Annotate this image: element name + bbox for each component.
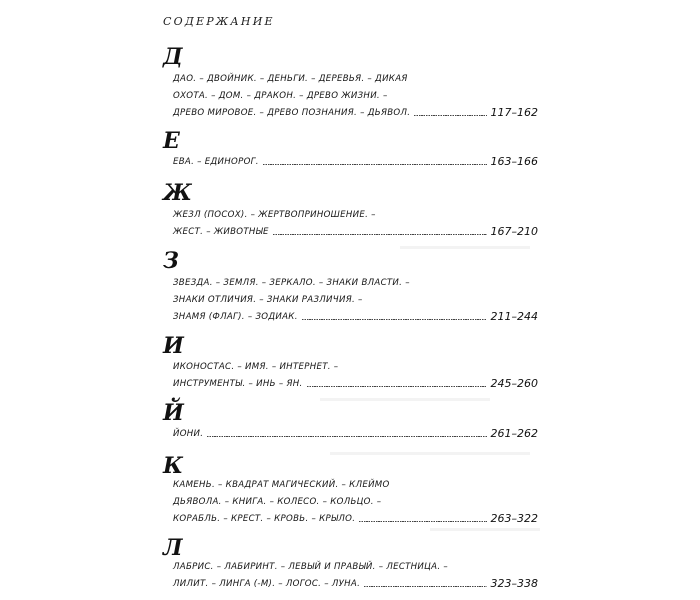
toc-entry-line xyxy=(173,207,538,221)
entry-text: ЛАБРИС. – ЛАБИРИНТ. – ЛЕВЫЙ И ПРАВЫЙ. – ЛЕСТНИЦА. – xyxy=(173,562,448,572)
page-range: 245–260 xyxy=(490,377,538,390)
toc-entry-line xyxy=(173,88,538,102)
bleed-through-mark xyxy=(330,452,530,455)
bleed-through-mark xyxy=(430,528,540,531)
toc-entry-line xyxy=(173,426,538,440)
page-range: 211–244 xyxy=(490,310,538,323)
section-letter: И xyxy=(163,333,184,359)
section-letter: З xyxy=(163,248,179,274)
toc-entry-line xyxy=(173,309,538,323)
toc-entry-line xyxy=(173,71,538,85)
toc-entry-line xyxy=(173,494,538,508)
entry-text: ЗВЕЗДА. – ЗЕМЛЯ. – ЗЕРКАЛО. – ЗНАКИ ВЛАСТИ. – xyxy=(173,278,410,288)
toc-entry-line xyxy=(173,559,538,573)
toc-entry-line xyxy=(173,376,538,390)
entry-text: ЛИЛИТ. – ЛИНГА (-М). – ЛОГОС. – ЛУНА. xyxy=(173,579,361,589)
entry-text: ДАО. – ДВОЙНИК. – ДЕНЬГИ. – ДЕРЕВЬЯ. – ДИКАЯ xyxy=(173,74,408,84)
entry-text: КАМЕНЬ. – КВАДРАТ МАГИЧЕСКИЙ. – КЛЕЙМО xyxy=(173,480,390,490)
bleed-through-mark xyxy=(400,246,530,249)
page-range: 163–166 xyxy=(490,155,538,168)
leader-dots xyxy=(263,164,487,165)
toc-entry-line xyxy=(173,511,538,525)
section-letter: Е xyxy=(163,128,180,154)
entry-text: ЖЕЗЛ (ПОСОХ). – ЖЕРТВОПРИНОШЕНИЕ. – xyxy=(173,210,376,220)
entry-text: ЕВА. – ЕДИНОРОГ. xyxy=(173,157,259,167)
leader-dots xyxy=(307,386,487,387)
entry-text: ДРЕВО МИРОВОЕ. – ДРЕВО ПОЗНАНИЯ. – ДЬЯВОЛ. xyxy=(173,108,411,118)
toc-entry-line xyxy=(173,359,538,373)
section-letter: Й xyxy=(163,400,184,426)
entry-text: ЖЕСТ. – ЖИВОТНЫЕ xyxy=(173,227,269,237)
toc-entry-line xyxy=(173,292,538,306)
section-letter: Л xyxy=(163,535,183,561)
page-header: СОДЕРЖАНИЕ xyxy=(163,15,275,28)
entry-text: ИКОНОСТАС. – ИМЯ. – ИНТЕРНЕТ. – xyxy=(173,362,339,372)
entry-text: КОРАБЛЬ. – КРЕСТ. – КРОВЬ. – КРЫЛО. xyxy=(173,514,356,524)
page-range: 117–162 xyxy=(490,106,538,119)
toc-entry-line xyxy=(173,275,538,289)
toc-entry-line xyxy=(173,477,538,491)
bleed-through-mark xyxy=(320,398,490,401)
entry-text: ЙОНИ. xyxy=(173,429,204,439)
entry-text: ИНСТРУМЕНТЫ. – ИНЬ – ЯН. xyxy=(173,379,303,389)
page-range: 263–322 xyxy=(490,512,538,525)
section-letter: Д xyxy=(163,44,183,70)
page-range: 261–262 xyxy=(490,427,538,440)
toc-entry-line xyxy=(173,154,538,168)
toc-entry-line xyxy=(173,576,538,590)
entry-text: ДЬЯВОЛА. – КНИГА. – КОЛЕСО. – КОЛЬЦО. – xyxy=(173,497,382,507)
section-letter: Ж xyxy=(163,180,192,206)
leader-dots xyxy=(414,115,486,116)
leader-dots xyxy=(207,436,486,437)
page-range: 323–338 xyxy=(490,577,538,590)
leader-dots xyxy=(364,586,486,587)
page-range: 167–210 xyxy=(490,225,538,238)
entry-text: ОХОТА. – ДОМ. – ДРАКОН. – ДРЕВО ЖИЗНИ. – xyxy=(173,91,388,101)
leader-dots xyxy=(359,521,486,522)
entry-text: ЗНАКИ ОТЛИЧИЯ. – ЗНАКИ РАЗЛИЧИЯ. – xyxy=(173,295,363,305)
leader-dots xyxy=(302,319,487,320)
leader-dots xyxy=(273,234,487,235)
section-letter: К xyxy=(163,453,184,479)
entry-text: ЗНАМЯ (ФЛАГ). – ЗОДИАК. xyxy=(173,312,298,322)
toc-entry-line xyxy=(173,105,538,119)
toc-entry-line xyxy=(173,224,538,238)
